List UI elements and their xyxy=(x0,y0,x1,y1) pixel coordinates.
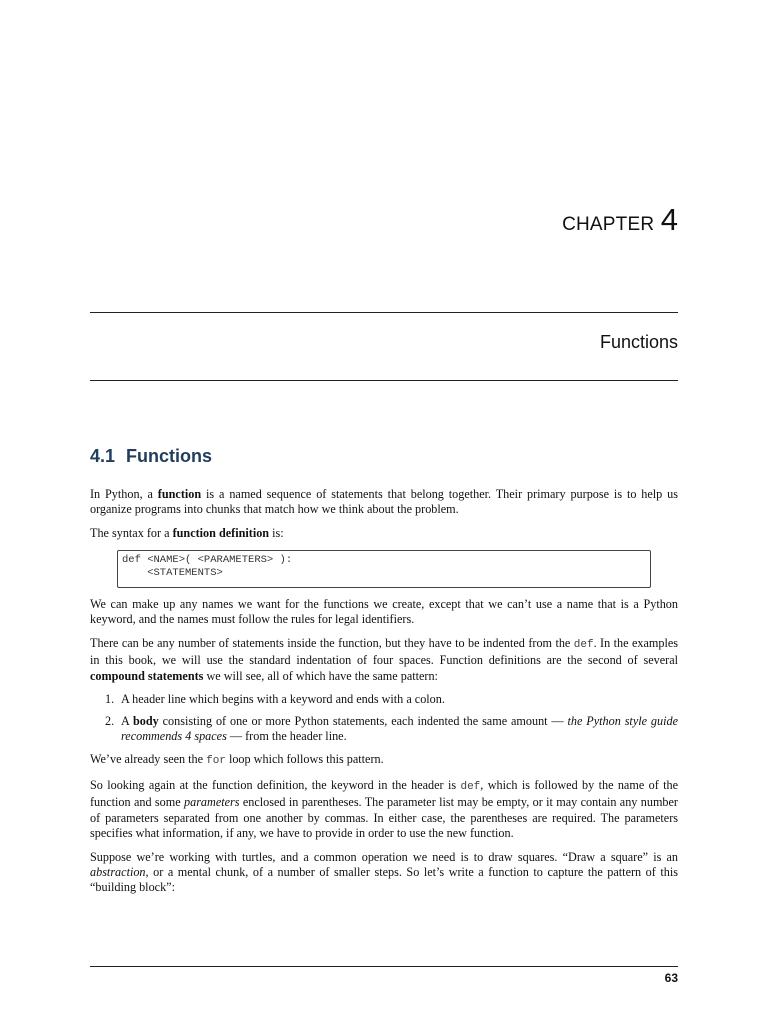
text-run: loop which follows this pattern. xyxy=(225,752,384,767)
text-run: — from the header line. xyxy=(226,728,347,743)
book-page xyxy=(90,0,678,1024)
text-run: consisting of one or more Python statements, each indented the same amount — xyxy=(158,713,568,728)
paragraph-turtles xyxy=(90,850,678,896)
list-item xyxy=(90,714,678,745)
chapter-label: CHAPTER xyxy=(562,214,655,235)
text-run: A xyxy=(121,713,134,728)
section-number: 4.1 xyxy=(90,446,116,466)
list-marker: 2. xyxy=(105,713,115,728)
text-run: We’ve already seen the xyxy=(90,752,207,767)
text-run: There can be any number of statements inside the function, but they have to be indented from the xyxy=(90,635,574,650)
text-run: , which is followed by the name of the function and some xyxy=(90,778,679,810)
body-text xyxy=(90,487,678,904)
chapter-title: Functions xyxy=(599,332,678,352)
paragraph-parameters xyxy=(90,778,678,841)
inline-code: def xyxy=(573,638,594,651)
term-compound-statements: compound statements xyxy=(90,668,204,683)
paragraph-statements xyxy=(90,636,678,684)
term-body: body xyxy=(133,713,159,728)
pattern-list xyxy=(90,692,678,744)
section-heading xyxy=(90,446,212,467)
term-function: function xyxy=(157,487,202,501)
inline-code: def xyxy=(460,781,481,794)
term-function-definition: function definition xyxy=(172,526,270,541)
text-run: In Python, a xyxy=(90,487,158,501)
paragraph-names: We can make up any names we want for the functions we create, except that we can’t use a name that is a Python keyword, and the names must follow the rules for legal identifiers. xyxy=(90,596,678,627)
text-run: enclosed in parentheses. The parameter list may be empty, or it may contain any number of parameters separated from one another by commas. In either case, the parentheses are required. The parameters specifies what information, if any, we have to provide in order to use the new function. xyxy=(90,795,678,840)
list-marker: 1. xyxy=(105,692,115,707)
page-number: 63 xyxy=(664,971,678,985)
footer-rule xyxy=(90,966,678,967)
text-run: , or a mental chunk, of a number of smaller steps. So let’s write a function to capture the pattern of this “building block”: xyxy=(90,865,678,895)
chapter-rule-top xyxy=(90,312,678,313)
text-run: A header line which begins with a keyword and ends with a colon. xyxy=(121,692,445,707)
term-abstraction: abstraction xyxy=(90,865,146,880)
chapter-rule-bottom xyxy=(90,380,678,381)
list-item xyxy=(90,692,678,707)
paragraph-for-loop xyxy=(90,752,678,769)
term-parameters: parameters xyxy=(184,795,240,810)
paragraph-intro xyxy=(90,487,678,518)
section-title: Functions xyxy=(126,446,213,466)
text-run: Suppose we’re working with turtles, and a common operation we need is to draw squares. “Draw a square” is an xyxy=(90,849,678,864)
chapter-heading xyxy=(562,202,678,238)
style-guide-note: the Python style guide recommends 4 spaces xyxy=(121,713,678,743)
text-run: So looking again at the function definition, the keyword in the header is xyxy=(90,778,461,793)
text-run: . In the examples in this book, we will use the standard indentation of four spaces. Function definitions are the second of several xyxy=(90,635,678,668)
text-run: is: xyxy=(269,526,284,541)
text-run: is a named sequence of statements that belong together. Their primary purpose is to help us organize programs into chunks that match how we think about the problem. xyxy=(90,487,678,517)
text-run: The syntax for a xyxy=(90,526,173,541)
text-run: we will see, all of which have the same pattern: xyxy=(203,668,438,683)
inline-code: for xyxy=(206,755,226,768)
paragraph-syntax xyxy=(90,526,678,541)
chapter-number: 4 xyxy=(660,202,678,237)
code-block: def <NAME>( <PARAMETERS> ): <STATEMENTS> xyxy=(117,550,651,588)
